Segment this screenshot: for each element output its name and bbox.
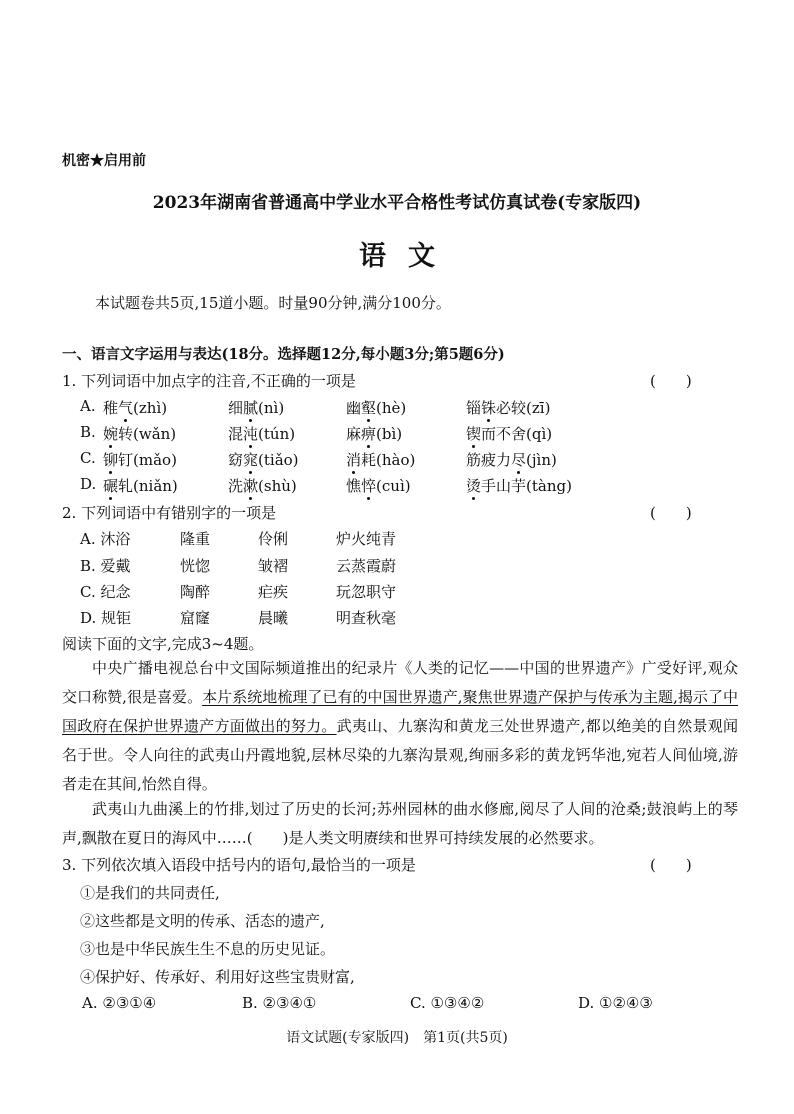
q1-option-label: D. (80, 475, 97, 493)
q3-stem: 3. 下列依次填入语段中括号内的语句,最恰当的一项是 (62, 856, 416, 874)
q2-option-word: 伶俐 (258, 530, 289, 548)
word-prefix: 混 (228, 425, 244, 443)
passage-p1-text-a: 中央广播电视总台中文国际频道推出的纪录片《人类的记忆——中国的世界遗产》广受好评,观众交口称赞,很是喜爱。 (62, 659, 738, 706)
word-prefix: 筋疲力 (466, 451, 512, 469)
q1-option-word (346, 475, 411, 496)
q3-line-4: ④保护好、传承好、利用好这些宝贵财富, (80, 968, 355, 986)
q2-option-word: 隆重 (180, 530, 211, 548)
word-suffix-pinyin: (jìn) (526, 451, 557, 469)
word-suffix-pinyin: (tún) (258, 425, 296, 443)
word-suffix-pinyin: (nì) (258, 399, 285, 417)
q1-option-word (103, 423, 176, 444)
q3-option-d: D. ①②④③ (578, 994, 653, 1012)
q3-line-2: ②这些都是文明的传承、活态的遗产, (80, 912, 325, 930)
dotted-character: 碾 (103, 477, 119, 495)
dotted-character: 烫 (466, 477, 482, 495)
q2-option-word: 恍惚 (180, 557, 211, 575)
word-prefix: 洗 (228, 477, 244, 495)
passage-p1-text-b: 武夷山、九寨沟和黄龙三处世界遗产,都以绝美的自然景观闻名于世。令人向往的武夷山丹霞地貌,层林尽染的九寨沟景观,绚丽多彩的黄龙钙华池,宛若人间仙境,游者走在其间,怡然自得。 (62, 717, 738, 793)
q1-option-word (466, 449, 557, 470)
q1-option-word (228, 475, 297, 496)
word-suffix-pinyin: 耗(hào) (361, 451, 416, 469)
dotted-character: 窕 (243, 451, 259, 469)
q2-option-word: 疟疾 (258, 583, 289, 601)
q2-option-word: 炉火纯青 (336, 530, 397, 548)
word-suffix-pinyin: 钉(mǎo) (118, 451, 177, 469)
q2-option-word: 云蒸霞蔚 (336, 557, 397, 575)
word-prefix: 锱 (466, 399, 482, 417)
dotted-character: 漱 (243, 477, 259, 495)
dotted-character: 铆 (103, 451, 119, 469)
dotted-character: 铢 (481, 399, 497, 417)
confidential-label: 机密★启用前 (62, 153, 146, 169)
q1-option-word (346, 397, 406, 418)
q1-stem: 1. 下列词语中加点字的注音,不正确的一项是 (62, 372, 356, 390)
passage-paragraph-1 (62, 654, 738, 799)
dotted-character: 气 (118, 399, 134, 417)
word-prefix: 细 (228, 399, 244, 417)
word-suffix-pinyin: (cuì) (376, 477, 411, 495)
exam-title: 2023年湖南省普通高中学业水平合格性考试仿真试卷(专家版四) (152, 193, 642, 213)
dotted-character: 婉 (103, 425, 119, 443)
q2-option-label-word: D. 规钜 (80, 609, 132, 627)
dotted-character: 悴 (361, 477, 377, 495)
q2-stem: 2. 下列词语中有错别字的一项是 (62, 504, 277, 522)
q1-option-word (346, 423, 402, 444)
q3-line-1: ①是我们的共同责任, (80, 884, 220, 902)
q1-option-label: C. (80, 449, 96, 467)
word-suffix-pinyin: (tiǎo) (258, 451, 299, 469)
dotted-character: 痹 (361, 425, 377, 443)
q1-answer-paren: ( ) (650, 372, 692, 390)
q1-option-word (103, 449, 177, 470)
word-suffix-pinyin: (shù) (258, 477, 297, 495)
reading-intro: 阅读下面的文字,完成3~4题。 (62, 635, 264, 653)
q1-option-word (466, 475, 572, 496)
q2-option-word: 明查秋毫 (336, 609, 397, 627)
q1-option-word (346, 449, 415, 470)
word-prefix: 幽 (346, 399, 362, 417)
word-suffix-pinyin: 轧(niǎn) (118, 477, 178, 495)
word-prefix: 憔 (346, 477, 362, 495)
q1-option-word (228, 423, 295, 444)
q2-option-word: 窟窿 (180, 609, 211, 627)
q3-answer-paren: ( ) (650, 856, 692, 874)
word-prefix: 稚 (103, 399, 119, 417)
q2-option-word: 皱褶 (258, 557, 289, 575)
q1-option-word (466, 423, 552, 444)
word-prefix: 麻 (346, 425, 362, 443)
dotted-character: 腻 (243, 399, 259, 417)
q1-option-word (228, 397, 284, 418)
q1-option-word (103, 475, 178, 496)
q3-option-b: B. ②③④① (242, 994, 317, 1012)
q2-option-label-word: A. 沐浴 (80, 530, 131, 548)
dotted-character: 壑 (361, 399, 377, 417)
word-suffix-pinyin: (bì) (376, 425, 403, 443)
word-suffix-pinyin: (zhì) (133, 399, 168, 417)
q2-option-label-word: B. 爱戴 (80, 557, 131, 575)
exam-info: 本试题卷共5页,15道小题。时量90分钟,满分100分。 (95, 294, 451, 312)
dotted-character: 尽 (511, 451, 527, 469)
section-1-heading: 一、语言文字运用与表达(18分。选择题12分,每小题3分;第5题6分) (62, 346, 505, 363)
dotted-character: 锲 (466, 425, 482, 443)
subject-title: 语文 (359, 241, 457, 272)
passage-p1-underlined-sentence: 本片系统地梳理了已有的中国世界遗产,聚焦世界遗产保护与传承为主题,揭示了中国政府在保护世界遗产方面做出的努力。 (62, 688, 738, 735)
word-suffix-pinyin: (hè) (376, 399, 407, 417)
word-suffix-pinyin: 必较(zī) (496, 399, 551, 417)
q3-option-c: C. ①③④② (410, 994, 485, 1012)
q1-option-label: A. (80, 397, 96, 415)
q3-option-a: A. ②③①④ (82, 994, 157, 1012)
q3-line-3: ③也是中华民族生生不息的历史见证。 (80, 940, 336, 958)
passage-paragraph-2: 武夷山九曲溪上的竹排,划过了历史的长河;苏州园林的曲水修廊,阅尽了人间的沧桑;鼓浪屿上的琴声,飘散在夏日的海风中……( )是人类文明赓续和世界可持续发展的必然要求。 (62, 800, 738, 847)
q1-option-word (103, 397, 167, 418)
q2-option-word: 晨曦 (258, 609, 289, 627)
dotted-character: 消 (346, 451, 362, 469)
word-suffix-pinyin: 而不舍(qì) (481, 425, 553, 443)
page-footer: 语文试题(专家版四) 第1页(共5页) (286, 1030, 508, 1046)
word-prefix: 窈 (228, 451, 244, 469)
word-suffix-pinyin: 转(wǎn) (118, 425, 177, 443)
q1-option-label: B. (80, 423, 96, 441)
q2-option-word: 陶醉 (180, 583, 211, 601)
dotted-character: 沌 (243, 425, 259, 443)
q2-option-word: 玩忽职守 (336, 583, 397, 601)
q1-option-word (466, 397, 550, 418)
word-suffix-pinyin: 手山芋(tàng) (481, 477, 572, 495)
q2-option-label-word: C. 纪念 (80, 583, 131, 601)
q1-option-word (228, 449, 299, 470)
q2-answer-paren: ( ) (650, 504, 692, 522)
